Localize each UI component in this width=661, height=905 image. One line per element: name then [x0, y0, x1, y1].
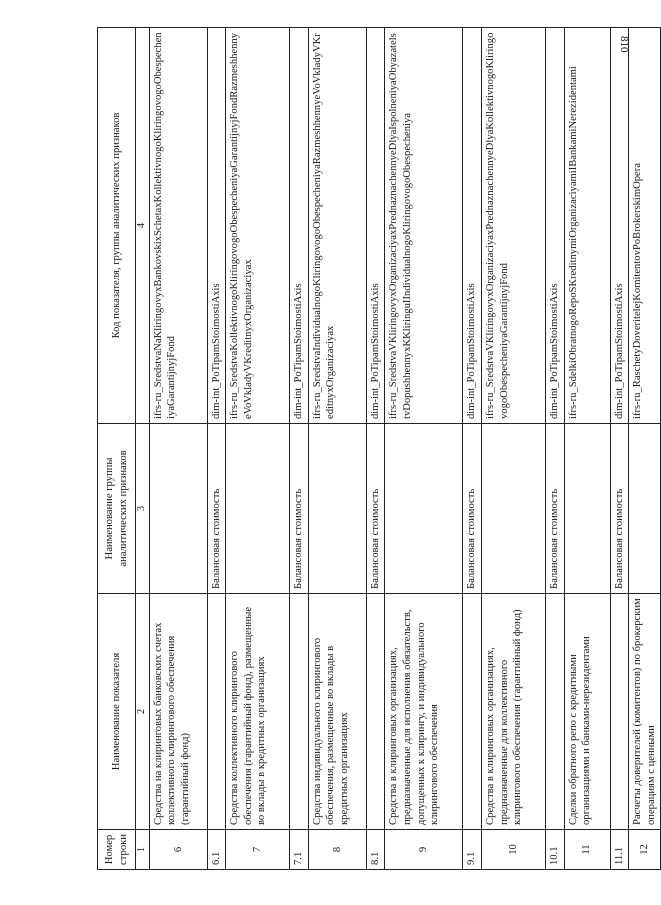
indicator-code: dim-int_PoTipamStoimostiAxis	[610, 28, 629, 424]
column-number: 2	[136, 594, 150, 830]
table-row	[207, 28, 226, 870]
table-row	[629, 28, 661, 870]
indicator-name	[463, 594, 482, 830]
indicator-code: ifrs-ru_SredstvaVKliringovyxOrganizaciyaxPrednaznachennyeDlyaIspolneniyaObyazatelstvDopushhennyxKKliringuIIndividualnogoKliringovogoObespecheniya	[385, 28, 463, 424]
indicator-name	[366, 594, 385, 830]
indicator-name: Сделки обратного репо с кредитными организациями и банками-нерезидентами	[564, 594, 610, 830]
table-row	[610, 28, 629, 870]
row-number: 12	[629, 830, 661, 870]
header-row-number: Номер строки	[98, 830, 136, 870]
row-number: 6	[149, 830, 207, 870]
indicator-code: ifrs-ru_RaschetyDoveritelejKomitentovPoBrokerskimOpera	[629, 28, 661, 424]
indicator-name: Средства в клиринговых организациях, предназначенные для коллективного клирингового обеспечения (гарантийный фонд)	[481, 594, 545, 830]
column-number: 1	[136, 830, 150, 870]
page-number: 810	[618, 36, 630, 53]
indicator-name: Средства на клиринговых банковских счетах коллективного клирингового обеспечения (гарантийный фонд)	[149, 594, 207, 830]
group-name	[629, 424, 661, 594]
indicator-code: dim-int_PoTipamStoimostiAxis	[366, 28, 385, 424]
indicator-name	[207, 594, 226, 830]
indicator-name	[545, 594, 564, 830]
table-row	[463, 28, 482, 870]
row-number: 7	[226, 830, 290, 870]
group-name: Балансовая стоимость	[366, 424, 385, 594]
table-row	[481, 28, 545, 870]
indicator-name	[290, 594, 309, 830]
indicator-code: dim-int_PoTipamStoimostiAxis	[207, 28, 226, 424]
row-number: 6.1	[207, 830, 226, 870]
group-name: Балансовая стоимость	[290, 424, 309, 594]
group-name	[481, 424, 545, 594]
indicator-code: ifrs-ru_SredstvaKollektivnogoKliringovogoObespecheniyaGarantijnyjFondRazmeshhennyeVoVkladyVKreditnyxOrganizaciyax	[226, 28, 290, 424]
indicator-name: Средства индивидуального клирингового обеспечения, размещенные во вклады в кредитных организациях	[308, 594, 366, 830]
group-name	[564, 424, 610, 594]
indicator-table	[97, 27, 661, 870]
group-name: Балансовая стоимость	[207, 424, 226, 594]
indicator-code: dim-int_PoTipamStoimostiAxis	[545, 28, 564, 424]
indicator-code: dim-int_PoTipamStoimostiAxis	[290, 28, 309, 424]
header-row	[98, 28, 136, 870]
indicator-code: ifrs-ru_SredstvaIndividualnogoKliringovogoObespecheniyaRazmeshhennyeVoVkladyVKreditnyxOrganizaciyax	[308, 28, 366, 424]
column-numbers-row	[136, 28, 150, 870]
indicator-code: ifrs-ru_SredstvaNaKliringovyxBankovskixSchetaxKollektivnogoKliringovogoObespecheniyaGarantijnyjFond	[149, 28, 207, 424]
group-name	[385, 424, 463, 594]
row-number: 9	[385, 830, 463, 870]
indicator-name	[610, 594, 629, 830]
table-row	[308, 28, 366, 870]
row-number: 10	[481, 830, 545, 870]
group-name	[226, 424, 290, 594]
row-number: 8.1	[366, 830, 385, 870]
row-number: 11	[564, 830, 610, 870]
table-row	[226, 28, 290, 870]
indicator-code: dim-int_PoTipamStoimostiAxis	[463, 28, 482, 424]
indicator-name: Средства коллективного клирингового обеспечения (гарантийный фонд), размещенные во вклады в кредитных организациях	[226, 594, 290, 830]
group-name: Балансовая стоимость	[463, 424, 482, 594]
group-name	[308, 424, 366, 594]
row-number: 8	[308, 830, 366, 870]
column-number: 3	[136, 424, 150, 594]
indicator-name: Расчеты доверителей (комитентов) по брокерским операциям с ценными	[629, 594, 661, 830]
table-row	[366, 28, 385, 870]
group-name: Балансовая стоимость	[610, 424, 629, 594]
header-group-name: Наименование группы аналитических признаков	[98, 424, 136, 594]
row-number: 10.1	[545, 830, 564, 870]
column-number: 4	[136, 28, 150, 424]
table-row	[385, 28, 463, 870]
table-row	[564, 28, 610, 870]
row-number: 11.1	[610, 830, 629, 870]
header-code: Код показателя, группы аналитических признаков	[98, 28, 136, 424]
indicator-code: ifrs-ru_SdelkiObratnogoRepoSKreditnymiOrganizaciyamiIBankamiNerezidentami	[564, 28, 610, 424]
table-row	[290, 28, 309, 870]
row-number: 7.1	[290, 830, 309, 870]
header-indicator-name: Наименование показателя	[98, 594, 136, 830]
row-number: 9.1	[463, 830, 482, 870]
indicator-code: ifrs-ru_SredstvaVKliringovyxOrganizaciyaxPrednaznachennyeDlyaKollektivnogoKliringovogoObespecheniyaGarantijnyjFond	[481, 28, 545, 424]
group-name	[149, 424, 207, 594]
indicator-name: Средства в клиринговых организациях, предназначенные для исполнения обязательств, допущенных к клирингу, и индивидуального клирингового обеспечения	[385, 594, 463, 830]
table-row	[545, 28, 564, 870]
table-row	[149, 28, 207, 870]
group-name: Балансовая стоимость	[545, 424, 564, 594]
